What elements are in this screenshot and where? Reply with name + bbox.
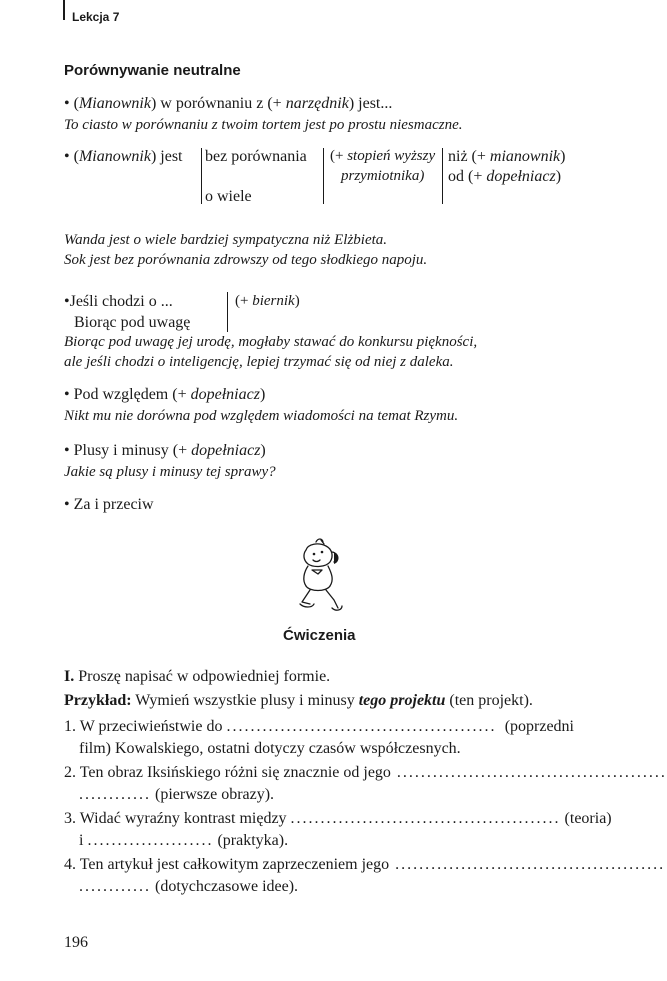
rule-3-example-2: ale jeśli chodzi o inteligencję, lepiej trzymać się od niej z daleka. — [64, 354, 454, 370]
item-hint: (pierwsze obrazy). — [155, 786, 275, 803]
case-dopelniacz: dopełniacz — [191, 442, 261, 459]
exercise-instruction — [64, 668, 330, 686]
exercise-item-1-cont: film) Kowalskiego, ostatni dotyczy czasów współczesnych. — [79, 740, 461, 757]
rule-6: • Za i przeciw — [64, 496, 154, 513]
od-option — [448, 168, 561, 186]
section-title: Porównywanie neutralne — [64, 62, 241, 79]
exercise-item-2 — [64, 764, 667, 782]
fill-in-blank: ............ — [79, 786, 151, 803]
item-hint: (poprzedni — [504, 718, 574, 735]
stopien-line-1: stopień wyższy — [347, 148, 436, 164]
fill-in-blank: ............................................. — [395, 856, 666, 873]
rule-3-line-2: Biorąc pod uwagę — [74, 314, 191, 331]
exercise-example — [64, 692, 533, 710]
exercise-item-2-cont — [79, 786, 274, 804]
item-text: i — [79, 832, 84, 849]
fill-in-blank: ..................... — [87, 832, 214, 849]
item-text: 4. Ten artykuł jest całkowitym zaprzeczeniem jego — [64, 856, 390, 873]
page-number: 196 — [64, 934, 88, 951]
rule-1-example: To ciasto w porównaniu z twoim tortem jest po prostu niesmaczne. — [64, 117, 463, 133]
cartoon-character-illustration — [288, 536, 352, 618]
example-text: Wymień wszystkie plusy i minusy — [135, 692, 355, 709]
paren-close: ) — [294, 293, 300, 309]
lesson-header: Lekcja 7 — [72, 10, 120, 24]
rule-5-text: • Plusy i minusy (+ — [64, 442, 192, 459]
example-2a: Wanda jest o wiele bardziej sympatyczna niż Elżbieta. — [64, 232, 388, 248]
case-narzednik: narzędnik — [285, 95, 349, 112]
exercise-item-1 — [64, 718, 574, 736]
fill-in-blank: ............................................. — [290, 810, 561, 827]
exercise-item-4-cont — [79, 878, 298, 896]
rule-5-example: Jakie są plusy i minusy tej sprawy? — [64, 464, 276, 480]
niz-option — [448, 148, 565, 166]
option-o-wiele: o wiele — [205, 188, 252, 205]
rule-3-case — [235, 293, 300, 310]
rule-5 — [64, 442, 266, 460]
case-mianownik: Mianownik — [78, 148, 151, 165]
divider — [442, 148, 443, 204]
header-rule — [63, 0, 65, 20]
divider — [323, 148, 324, 204]
paren-close: ) — [560, 148, 566, 165]
rule-2-lead — [64, 148, 182, 166]
example-label: Przykład: — [64, 692, 132, 709]
stopien-wyzszy — [330, 148, 435, 165]
item-hint: (teoria) — [564, 810, 612, 827]
niz-text: niż (+ — [448, 148, 490, 165]
divider — [201, 148, 202, 204]
paren-close: ) — [259, 386, 266, 403]
rule-4-text: • Pod względem (+ — [64, 386, 191, 403]
rule-4-example: Nikt mu nie dorówna pod względem wiadomości na temat Rzymu. — [64, 408, 459, 424]
fill-in-blank: ............................................. — [226, 718, 497, 735]
paren-open: ( — [73, 95, 79, 112]
paren-open: ( — [73, 148, 79, 165]
item-text: 3. Widać wyraźny kontrast między — [64, 810, 287, 827]
rule-1-mid: ) w porównaniu z (+ — [150, 95, 286, 112]
example-bold: tego projektu — [358, 692, 446, 709]
paren-close: ) — [555, 168, 562, 185]
case-dopelniacz: dopełniacz — [190, 386, 260, 403]
option-bez-porownania: bez porównania — [205, 148, 307, 165]
rule-1-end: ) jest... — [348, 95, 393, 112]
exercise-number: I. — [64, 668, 75, 685]
paren-open: (+ — [235, 293, 253, 309]
rule-4 — [64, 386, 265, 404]
case-mianownik: Mianownik — [78, 95, 151, 112]
example-end: (ten projekt). — [449, 692, 533, 709]
fill-in-blank: ............ — [79, 878, 151, 895]
case-mianownik: mianownik — [489, 148, 561, 165]
example-2b: Sok jest bez porównania zdrowszy od tego słodkiego napoju. — [64, 252, 428, 268]
bullet: • — [64, 148, 70, 165]
item-text: 2. Ten obraz Iksińskiego różni się znacznie od jego — [64, 764, 391, 781]
paren-close: ) — [260, 442, 266, 459]
rule-3-example-1: Biorąc pod uwagę jej urodę, mogłaby stawać do konkursu piękności, — [64, 334, 478, 350]
item-hint: (praktyka). — [217, 832, 289, 849]
item-text: 1. W przeciwieństwie do — [64, 718, 223, 735]
stopien-line-2: przymiotnika) — [341, 168, 425, 184]
exercise-instruction-text: Proszę napisać w odpowiedniej formie. — [78, 668, 331, 685]
rule-3-line-1: •Jeśli chodzi o ... — [64, 293, 173, 310]
paren-open: (+ — [330, 148, 348, 164]
item-hint: (dotychczasowe idee). — [155, 878, 299, 895]
fill-in-blank: ............................................. — [396, 764, 667, 781]
case-biernik: biernik — [252, 293, 295, 309]
exercise-item-3 — [64, 810, 612, 828]
case-dopelniacz: dopełniacz — [486, 168, 556, 185]
divider — [227, 292, 228, 332]
exercises-title: Ćwiczenia — [283, 627, 356, 644]
od-text: od (+ — [448, 168, 487, 185]
bullet: • — [64, 95, 70, 112]
exercise-item-3-cont — [79, 832, 288, 850]
rule-1 — [64, 95, 392, 113]
rule-2-jest: ) jest — [150, 148, 183, 165]
exercise-item-4 — [64, 856, 666, 874]
